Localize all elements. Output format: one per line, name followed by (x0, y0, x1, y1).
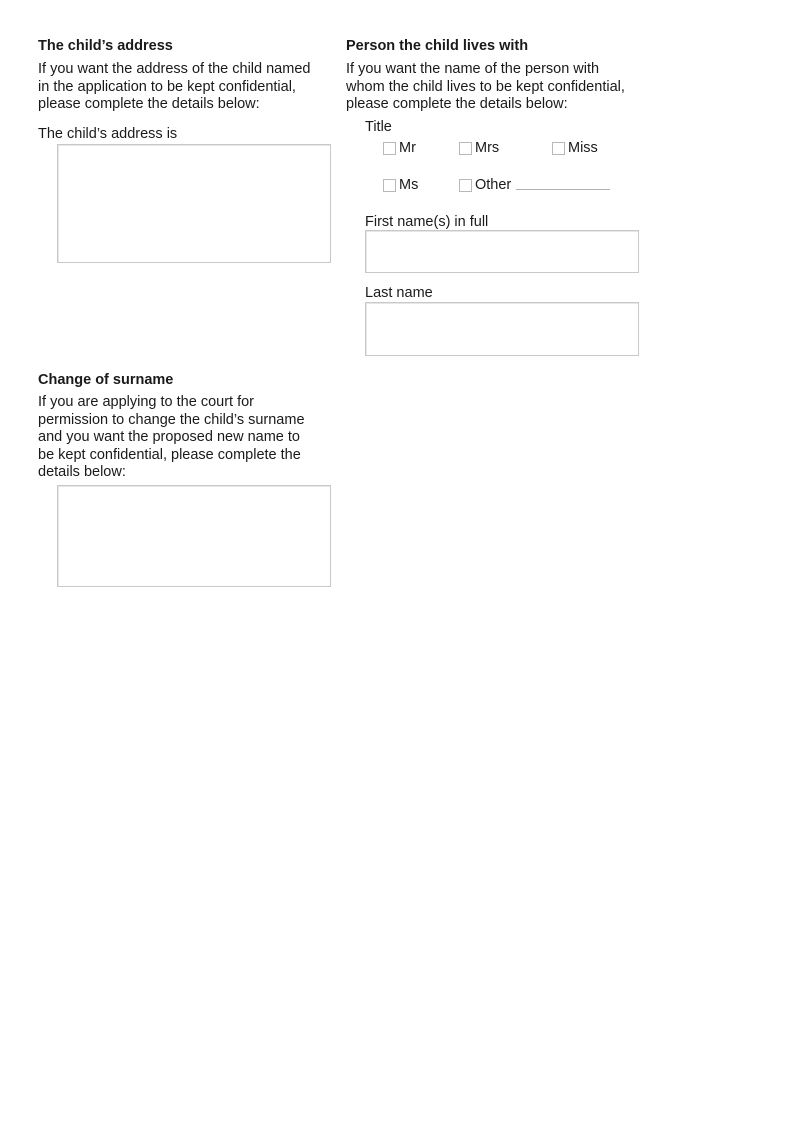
title-option-ms[interactable] (383, 176, 418, 194)
mr-label: Mr (399, 140, 416, 156)
mr-checkbox[interactable] (383, 142, 396, 155)
ms-checkbox[interactable] (383, 179, 396, 192)
title-option-mrs[interactable] (459, 139, 499, 157)
miss-checkbox[interactable] (552, 142, 565, 155)
person-lives-with-description: If you want the name of the person with whom the child lives to be kept confidential, please complete the details below: (346, 61, 625, 112)
change-of-surname-heading: Change of surname (38, 372, 174, 388)
title-label: Title (365, 119, 392, 135)
miss-label: Miss (568, 140, 598, 156)
childs-address-description: If you want the address of the child named in the application to be kept confidential, please complete the details below: (38, 61, 311, 112)
mrs-label: Mrs (475, 140, 500, 156)
mrs-checkbox[interactable] (459, 142, 472, 155)
other-label: Other (475, 177, 512, 193)
childs-address-heading: The child’s address (38, 38, 173, 54)
title-option-mr[interactable] (383, 139, 416, 157)
childs-address-label: The child’s address is (38, 126, 178, 142)
person-lives-with-heading: Person the child lives with (346, 38, 529, 54)
new-surname-field[interactable] (57, 485, 331, 587)
title-option-miss[interactable] (552, 139, 598, 157)
last-name-field[interactable] (365, 302, 639, 356)
other-checkbox[interactable] (459, 179, 472, 192)
childs-address-field[interactable] (57, 144, 331, 263)
ms-label: Ms (399, 177, 419, 193)
last-name-label: Last name (365, 285, 433, 301)
other-title-input[interactable] (516, 189, 610, 190)
title-option-other[interactable] (459, 176, 511, 194)
change-of-surname-description: If you are applying to the court for permission to change the child’s surname and you want the proposed new name to be kept confidential, please complete the details below: (38, 394, 305, 480)
first-name-label: First name(s) in full (365, 214, 489, 230)
first-name-field[interactable] (365, 230, 639, 273)
